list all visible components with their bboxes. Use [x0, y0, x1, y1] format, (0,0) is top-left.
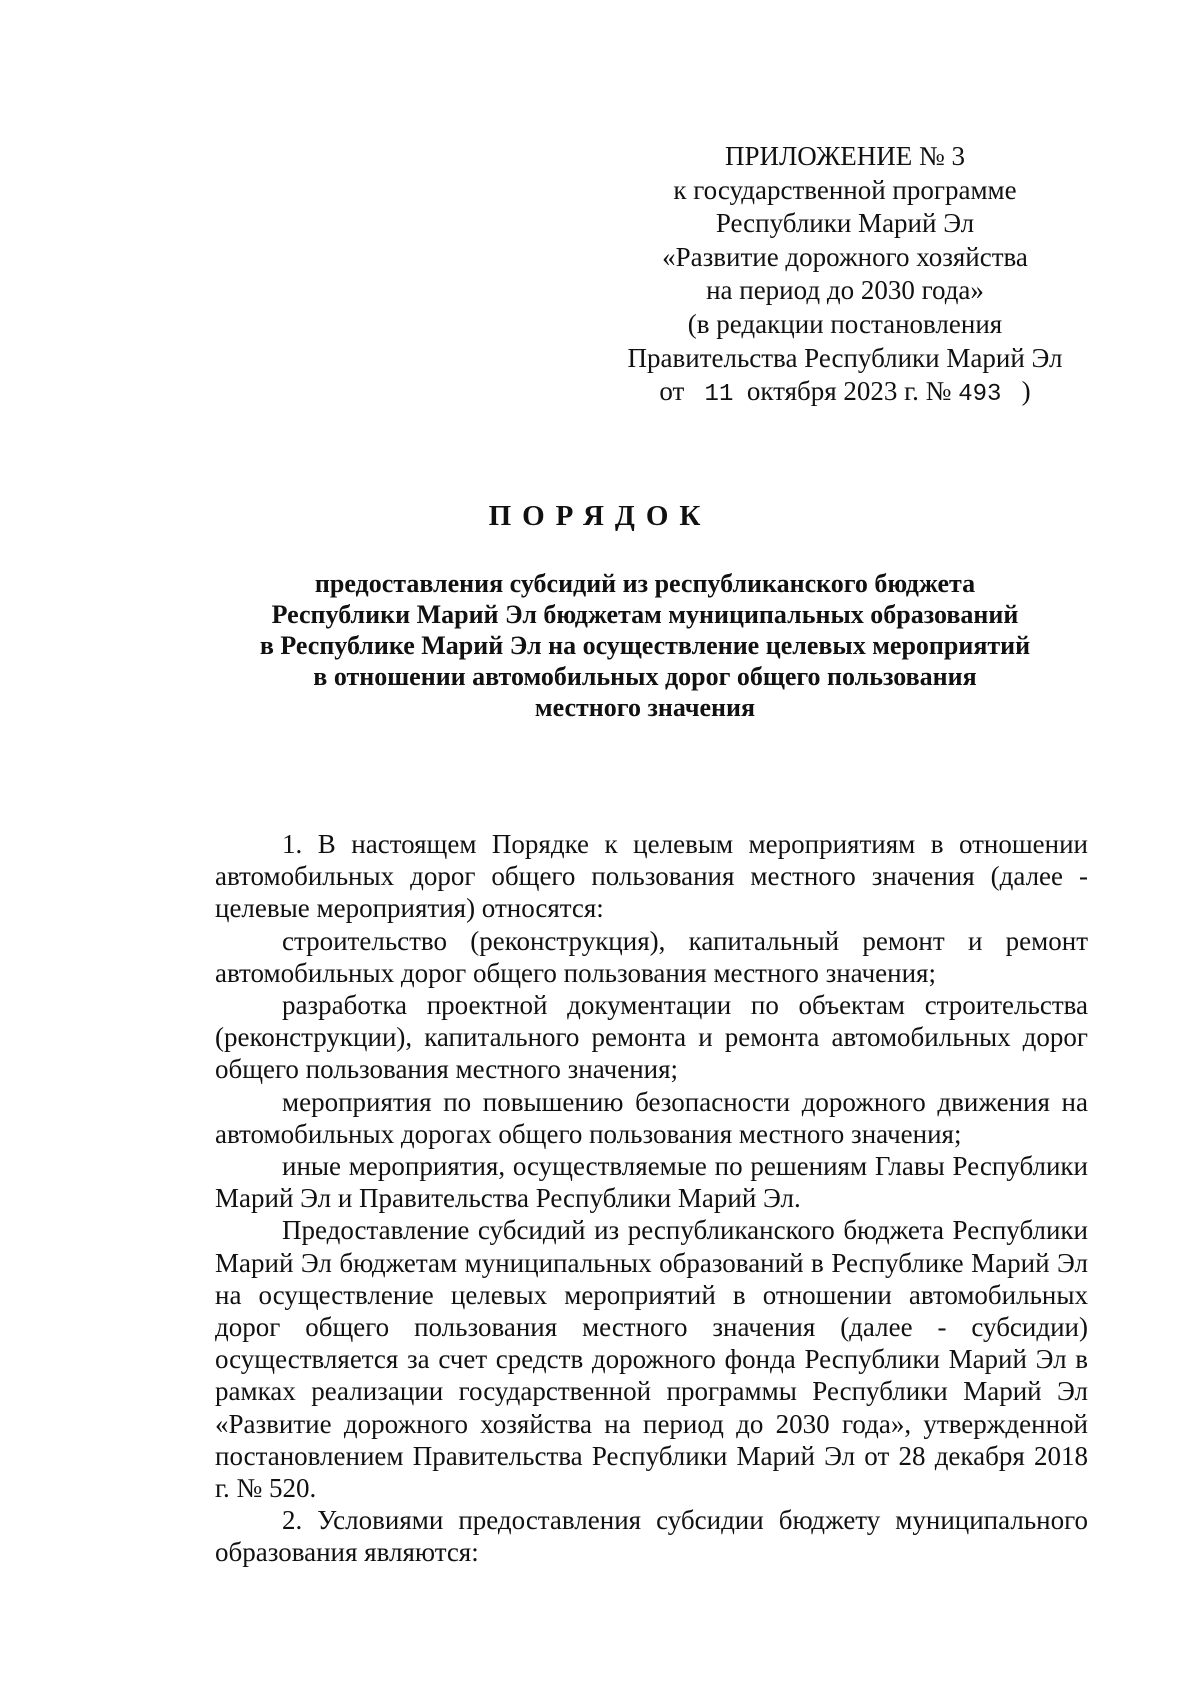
document-subtitle: [215, 568, 1075, 723]
paragraph: Предоставление субсидий из республиканского бюджета Республики Марий Эл бюджетам муниципальных образований в Республике Марий Эл на осуществление целевых мероприятий в отношении автомобильных дорог общего пользования местного значения (далее - субсидии) осуществляется за счет средств дорожного фонда Республики Марий Эл в рамках реализации государственной программы Республики Марий Эл «Развитие дорожного хозяйства на период до 2030 года», утвержденной постановлением Правительства Республики Марий Эл от 28 декабря 2018 г. № 520.: [215, 1215, 1088, 1504]
date-close: ): [1021, 376, 1031, 407]
appendix-line: (в редакции постановления: [687, 308, 1003, 339]
resolution-number: 493: [958, 381, 1002, 409]
subtitle-line: местного значения: [534, 693, 756, 722]
appendix-line: к государственной программе: [673, 174, 1017, 205]
paragraph: мероприятия по повышению безопасности дорожного движения на автомобильных дорогах общего пользования местного значения;: [215, 1086, 1088, 1149]
date-rest: октября 2023 г. №: [746, 376, 952, 407]
date-prefix: от: [659, 376, 685, 407]
document-body: [215, 828, 1088, 1569]
subtitle-line: предоставления субсидий из республиканского бюджета: [314, 569, 976, 598]
subtitle-line: в отношении автомобильных дорог общего пользования: [313, 662, 977, 691]
subtitle-line: в Республике Марий Эл на осуществление целевых мероприятий: [259, 631, 1031, 660]
paragraph: разработка проектной документации по объектам строительства (реконструкции), капитального ремонта и ремонта автомобильных дорог общего пользования местного значения;: [215, 990, 1088, 1085]
appendix-line: на период до 2030 года»: [706, 275, 984, 306]
paragraph: строительство (реконструкция), капитальный ремонт и ремонт автомобильных дорог общего пользования местного значения;: [215, 925, 1088, 988]
appendix-date-line: [610, 375, 1080, 412]
paragraph: 2. Условиями предоставления субсидии бюджету муниципального образования являются:: [215, 1505, 1088, 1568]
paragraph: иные мероприятия, осуществляемые по решениям Главы Республики Марий Эл и Правительства Республики Марий Эл.: [215, 1151, 1088, 1214]
appendix-line: Республики Марий Эл: [715, 208, 975, 239]
date-day: 11: [704, 381, 734, 409]
paragraph: 1. В настоящем Порядке к целевым мероприятиям в отношении автомобильных дорог общего пользования местного значения (далее - целевые мероприятия) относятся:: [215, 829, 1088, 924]
appendix-header: [610, 140, 1080, 412]
appendix-line: «Развитие дорожного хозяйства: [662, 241, 1028, 272]
subtitle-line: Республики Марий Эл бюджетам муниципальных образований: [271, 600, 1019, 629]
appendix-line: Правительства Республики Марий Эл: [627, 342, 1063, 373]
document-title: ПОРЯДОК: [488, 500, 712, 532]
appendix-title: ПРИЛОЖЕНИЕ № 3: [724, 141, 966, 171]
